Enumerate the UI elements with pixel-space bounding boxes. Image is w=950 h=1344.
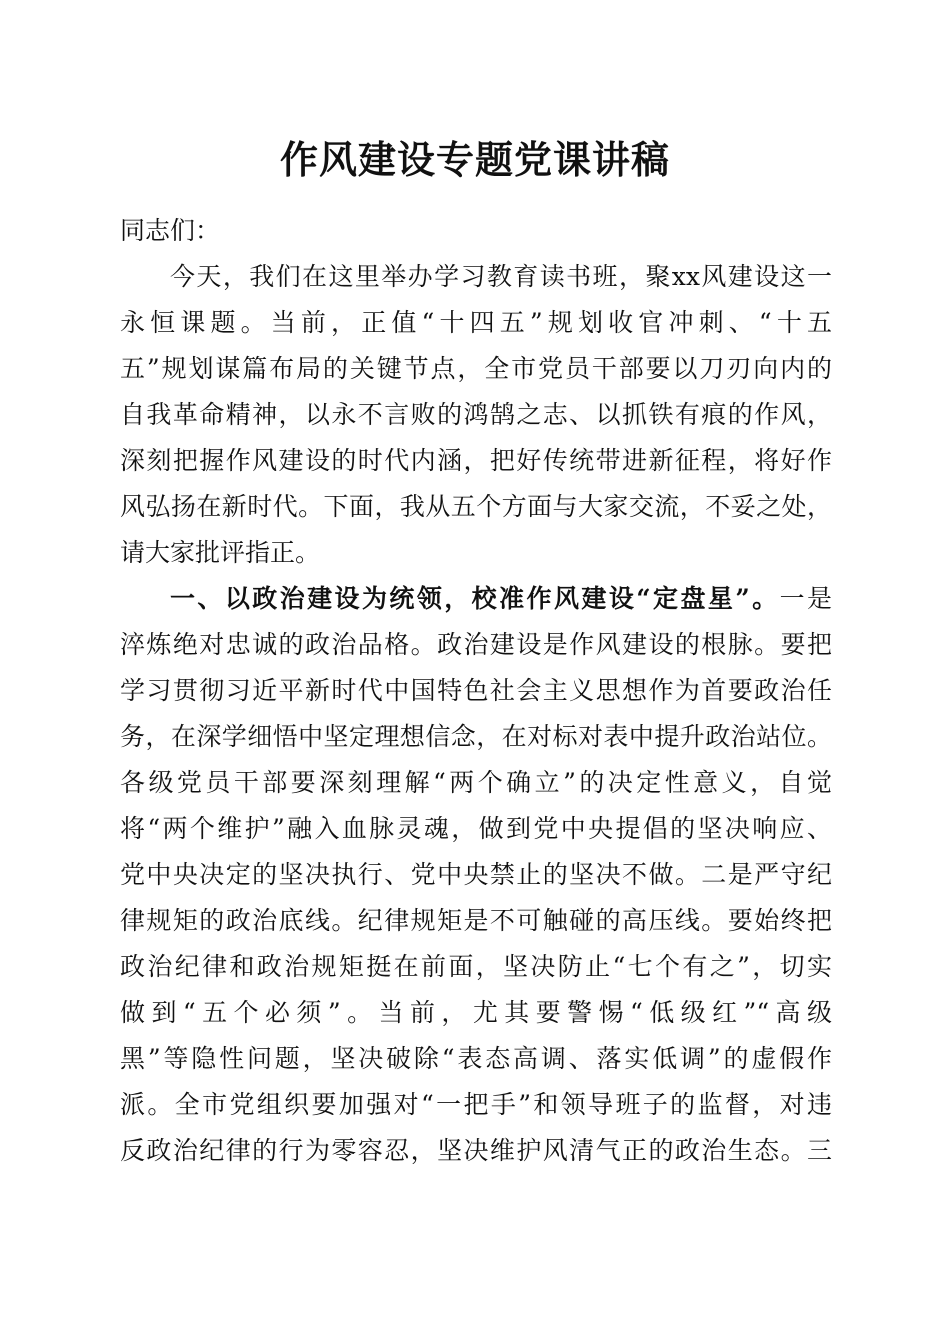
paragraph-line: 自我革命精神，以永不言败的鸿鹄之志、以抓铁有痕的作风， xyxy=(120,400,832,429)
paragraph-line: 永恒课题。当前，正值“十四五”规划收官冲刺、“十五 xyxy=(120,308,832,337)
paragraph-line: 将“两个维护”融入血脉灵魂，做到党中央提倡的坚决响应、 xyxy=(120,814,832,843)
paragraph-line: 五”规划谋篇布局的关键节点，全市党员干部要以刀刃向内的 xyxy=(120,354,832,383)
paragraph-line: 请大家批评指正。 xyxy=(120,538,321,567)
paragraph-line: 党中央决定的坚决执行、党中央禁止的坚决不做。二是严守纪 xyxy=(120,860,832,889)
paragraph-line: 政治纪律和政治规矩挺在前面，坚决防止“七个有之”，切实 xyxy=(120,952,832,981)
paragraph-line: 今天，我们在这里举办学习教育读书班，聚xx风建设这一 xyxy=(170,262,832,291)
paragraph-line: 派。全市党组织要加强对“一把手”和领导班子的监督，对违 xyxy=(120,1090,832,1119)
section-heading: 一、以政治建设为统领，校准作风建设“定盘星”。 xyxy=(170,584,780,613)
document-body xyxy=(120,208,832,1174)
paragraph-line: 风弘扬在新时代。下面，我从五个方面与大家交流，不妥之处， xyxy=(120,492,832,521)
paragraph-line: 各级党员干部要深刻理解“两个确立”的决定性意义，自觉 xyxy=(120,768,832,797)
paragraph-line: 学习贯彻习近平新时代中国特色社会主义思想作为首要政治任 xyxy=(120,676,832,705)
section-heading-line xyxy=(120,576,832,622)
paragraph-line: 深刻把握作风建设的时代内涵，把好传统带进新征程，将好作 xyxy=(120,446,832,475)
paragraph-line: 务，在深学细悟中坚定理想信念，在对标对表中提升政治站位。 xyxy=(120,722,832,751)
document-title: 作风建设专题党课讲稿 xyxy=(279,137,670,182)
section-heading-tail: 一是 xyxy=(779,584,832,613)
paragraph-line: 律规矩的政治底线。纪律规矩是不可触碰的高压线。要始终把 xyxy=(120,906,832,935)
salutation: 同志们： xyxy=(120,216,221,245)
paragraph-line: 黑”等隐性问题，坚决破除“表态高调、落实低调”的虚假作 xyxy=(120,1044,832,1073)
paragraph-line: 反政治纪律的行为零容忍，坚决维护风清气正的政治生态。三 xyxy=(120,1136,832,1165)
paragraph-line: 淬炼绝对忠诚的政治品格。政治建设是作风建设的根脉。要把 xyxy=(120,630,832,659)
paragraph-line: 做到“五个必须”。当前，尤其要警惕“低级红”“高级 xyxy=(120,998,832,1027)
